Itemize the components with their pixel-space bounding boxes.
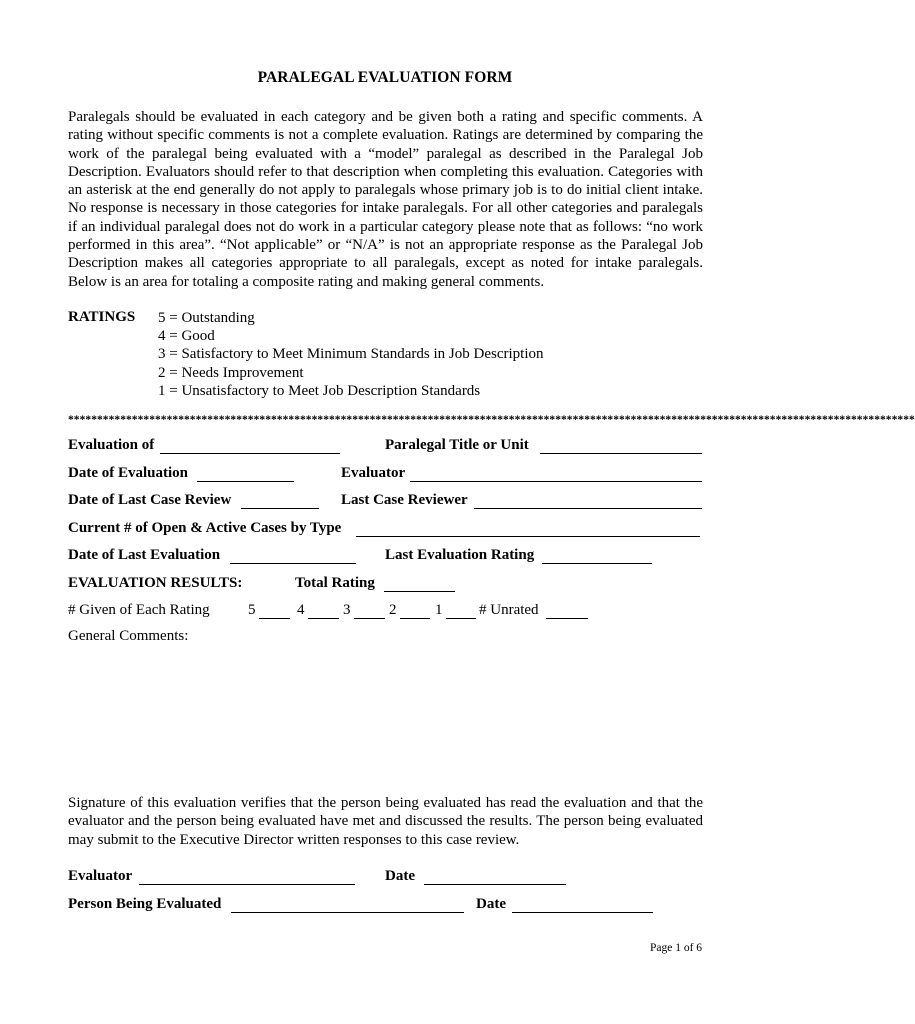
rating-2-label: 2 <box>389 602 397 618</box>
rating-3-count-field[interactable] <box>354 618 385 619</box>
date-of-evaluation-label: Date of Evaluation <box>68 465 188 481</box>
sign-evaluator-label: Evaluator <box>68 868 133 884</box>
page-number: Page 1 of 6 <box>650 942 703 954</box>
rating-scale-item: 3 = Satisfactory to Meet Minimum Standards in Job Description <box>158 346 544 363</box>
date-last-case-review-field[interactable] <box>241 508 319 509</box>
rating-4-count-field[interactable] <box>308 618 339 619</box>
rating-1-label: 1 <box>435 602 443 618</box>
total-rating-field[interactable] <box>384 591 455 592</box>
given-each-rating-label: # Given of Each Rating <box>68 602 210 618</box>
rating-scale-item: 5 = Outstanding <box>158 310 255 326</box>
asterisk-separator: ************************************************************************************************************************************************** <box>68 414 915 426</box>
evaluator-label: Evaluator <box>341 465 406 481</box>
total-rating-label: Total Rating <box>295 575 375 591</box>
title-or-unit-field[interactable] <box>540 453 702 454</box>
rating-1-count-field[interactable] <box>446 618 476 619</box>
signature-paragraph: Signature of this evaluation verifies that the person being evaluated has read the evaluation and that the evaluator and the person being evaluated have met and discussed the results. The person being evaluated may submit to the Executive Director written responses to this case review. <box>68 795 703 848</box>
open-active-cases-field[interactable] <box>356 536 700 537</box>
evaluator-field[interactable] <box>410 481 702 482</box>
general-comments-label: General Comments: <box>68 628 189 644</box>
rating-3-label: 3 <box>343 602 351 618</box>
rating-4-label: 4 <box>297 602 305 618</box>
rating-2-count-field[interactable] <box>400 618 430 619</box>
person-evaluated-field[interactable] <box>231 912 464 913</box>
rating-5-label: 5 <box>248 602 256 618</box>
date-last-evaluation-label: Date of Last Evaluation <box>68 547 221 563</box>
rating-scale-item: 2 = Needs Improvement <box>158 364 304 381</box>
form-title: PARALEGAL EVALUATION FORM <box>257 69 513 86</box>
unrated-label: # Unrated <box>479 602 539 618</box>
sign-evaluator-field[interactable] <box>139 884 355 885</box>
date-last-case-review-label: Date of Last Case Review <box>68 492 232 508</box>
sign-date-label: Date <box>385 868 415 884</box>
last-case-reviewer-label: Last Case Reviewer <box>341 492 468 508</box>
ratings-scale <box>158 309 544 400</box>
person-date-field[interactable] <box>512 912 653 913</box>
ratings-label: RATINGS <box>68 309 136 325</box>
date-last-evaluation-field[interactable] <box>230 563 356 564</box>
evaluation-of-field[interactable] <box>160 453 340 454</box>
last-evaluation-rating-label: Last Evaluation Rating <box>385 547 535 563</box>
person-date-label: Date <box>476 896 506 912</box>
evaluation-results-label: EVALUATION RESULTS: <box>68 575 243 591</box>
person-evaluated-label: Person Being Evaluated <box>68 896 222 912</box>
date-of-evaluation-field[interactable] <box>197 481 294 482</box>
unrated-count-field[interactable] <box>546 618 588 619</box>
rating-5-count-field[interactable] <box>259 618 290 619</box>
title-or-unit-label: Paralegal Title or Unit <box>385 437 529 453</box>
evaluation-of-label: Evaluation of <box>68 437 155 453</box>
instructions-paragraph: Paralegals should be evaluated in each category and be given both a rating and specific comments. A rating without specific comments is not a complete evaluation. Ratings are determined by comparing the work of the paralegal being evaluated with a “model” paralegal as described in the Paralegal Job Description. Evaluators should refer to that description when completing this evaluation. Categories with an asterisk at the end generally do not apply to paralegals whose primary job is to do initial client intake. No response is necessary in those categories for intake paralegals. For all other categories and paralegals if an individual paralegal does not do work in a particular category please note that as follows: “no work performed in this area”. “Not applicable” or “N/A” is not an appropriate response as the Paralegal Job Description makes all categories appropriate to all paralegals, except as noted for intake paralegals. Below is an area for totaling a composite rating and making general comments. <box>68 109 703 290</box>
rating-scale-item: 1 = Unsatisfactory to Meet Job Description Standards <box>158 382 481 399</box>
sign-date-field[interactable] <box>424 884 566 885</box>
last-evaluation-rating-field[interactable] <box>542 563 652 564</box>
last-case-reviewer-field[interactable] <box>474 508 702 509</box>
open-active-cases-label: Current # of Open & Active Cases by Type <box>68 520 342 536</box>
rating-scale-item: 4 = Good <box>158 328 215 345</box>
